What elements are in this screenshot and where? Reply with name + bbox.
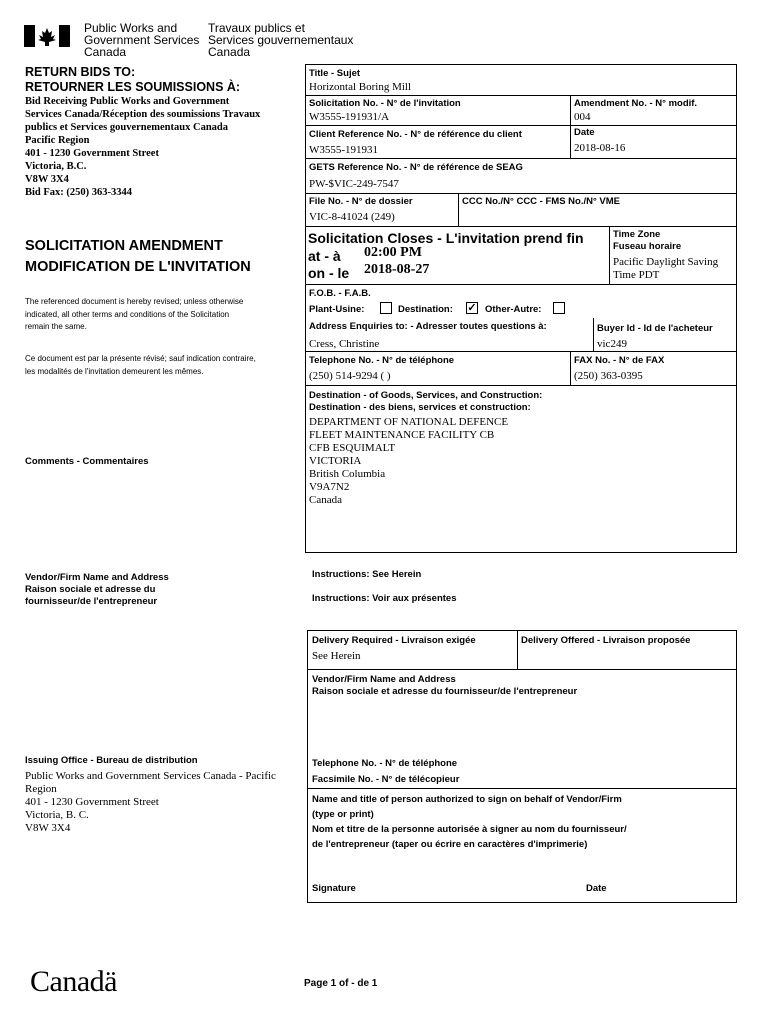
destination-goods-value: DEPARTMENT OF NATIONAL DEFENCE FLEET MAINTENANCE FACILITY CB CFB ESQUIMALT VICTORIA British Columbia V9A7N2 Canada <box>309 416 509 506</box>
amendment-note-en: The referenced document is hereby revised; unless otherwise indicated, all other terms and conditions of the Solicitation remain the same. <box>25 297 244 331</box>
vendor-telephone-label: Telephone No. - N° de téléphone <box>312 758 458 769</box>
other-label: Other-Autre: <box>485 304 542 315</box>
department-name-en: Public Works and Government Services Canada <box>84 21 200 59</box>
amendment-no-label: Amendment No. - N° modif. <box>574 98 698 109</box>
comments-label: Comments - Commentaires <box>25 456 149 467</box>
file-no-label: File No. - N° de dossier <box>309 196 413 207</box>
return-bids-title: RETURN BIDS TO: RETOURNER LES SOUMISSIONS À: <box>25 65 241 94</box>
amendment-note-fr: Ce document est par la présente révisé; sauf indication contraire, les modalités de l'invitation demeurent les mêmes. <box>25 354 256 376</box>
instructions-fr: Instructions: Voir aux présentes <box>312 593 457 604</box>
gets-ref-value: PW-$VIC-249-7547 <box>309 178 399 190</box>
file-no-value: VIC-8-41024 (249) <box>309 211 395 223</box>
timezone-value: Pacific Daylight Saving Time PDT <box>613 256 719 281</box>
plant-label: Plant-Usine: <box>309 304 365 315</box>
other-checkbox[interactable] <box>553 302 565 314</box>
buyer-id-label: Buyer Id - Id de l'acheteur <box>597 323 713 334</box>
fax-label: FAX No. - N° de FAX <box>574 355 665 366</box>
delivery-offered-label: Delivery Offered - Livraison proposée <box>521 635 691 646</box>
buyer-id-value: vic249 <box>597 338 627 350</box>
client-ref-label: Client Reference No. - N° de référence du client <box>309 129 522 140</box>
issuing-office-address: Public Works and Government Services Canada - Pacific Region 401 - 1230 Government Street Victoria, B. C. V8W 3X4 <box>25 770 276 834</box>
at-label: at - à <box>308 248 341 264</box>
title-value: Horizontal Boring Mill <box>309 81 412 93</box>
canada-wordmark: Canadä <box>30 965 117 998</box>
solicitation-no-value: W3555-191931/A <box>309 111 390 123</box>
amendment-title: SOLICITATION AMENDMENT MODIFICATION DE L'INVITATION <box>25 238 251 275</box>
destination-goods-label: Destination - of Goods, Services, and Construction: Destination - des biens, services et construction: <box>309 390 543 413</box>
solicitation-no-label: Solicitation No. - N° de l'invitation <box>309 98 461 109</box>
enquiries-value: Cress, Christine <box>309 338 380 350</box>
ccc-no-label: CCC No./N° CCC - FMS No./N° VME <box>462 196 621 207</box>
destination-checkbox[interactable]: ✓ <box>467 302 477 314</box>
delivery-required-label: Delivery Required - Livraison exigée <box>312 635 476 646</box>
department-name-fr: Travaux publics et Services gouvernementaux Canada <box>208 21 354 59</box>
telephone-label: Telephone No. - N° de téléphone <box>309 355 455 366</box>
issuing-office-label: Issuing Office - Bureau de distribution <box>25 755 198 766</box>
page-number: Page 1 of - de 1 <box>304 978 378 989</box>
government-flag-symbol <box>24 25 70 47</box>
signature-label: Signature <box>312 883 356 894</box>
on-label: on - le <box>308 265 350 281</box>
client-ref-value: W3555-191931 <box>309 144 379 156</box>
amendment-no-value: 004 <box>574 111 591 123</box>
return-bids-address: Bid Receiving Public Works and Government Services Canada/Réception des soumissions Travaux publics et Services gouvernementaux Canada Pacific Region 401 - 1230 Government Street Victoria, B.C. V8W 3X4 Bid Fax: (250) 363-3344 <box>25 96 261 198</box>
vendor-facsimile-label: Facsimile No. - N° de télécopieur <box>312 774 460 785</box>
title-label: Title - Sujet <box>309 68 361 79</box>
destination-label: Destination: <box>398 304 453 315</box>
authorized-person-label: Name and title of person authorized to sign on behalf of Vendor/Firm (type or print) Nom et titre de la personne autorisée à signer au nom du fournisseur/ de l'entrepreneur (taper ou écrire en caractères d'imprimerie) <box>312 794 627 850</box>
instructions-en: Instructions: See Herein <box>312 569 422 580</box>
plant-checkbox[interactable] <box>380 302 392 314</box>
enquiries-label: Address Enquiries to: - Adresser toutes questions à: <box>309 321 547 332</box>
closing-date-value: 2018-08-27 <box>364 262 430 277</box>
timezone-label: Time Zone Fuseau horaire <box>613 229 682 252</box>
fax-value: (250) 363-0395 <box>574 370 643 382</box>
fob-label: F.O.B. - F.A.B. <box>309 288 371 299</box>
telephone-value: (250) 514-9294 ( ) <box>309 370 391 382</box>
closing-time-value: 02:00 PM <box>364 245 422 260</box>
vendor-address-label: Vendor/Firm Name and Address Raison sociale et adresse du fournisseur/de l'entrepreneur <box>25 572 169 607</box>
signature-date-label: Date <box>586 883 607 894</box>
solicitation-closes-label: Solicitation Closes - L'invitation prend fin <box>308 230 584 246</box>
date-label: Date <box>574 127 595 138</box>
vendor-name-label: Vendor/Firm Name and Address Raison sociale et adresse du fournisseur/de l'entrepreneur <box>312 674 578 697</box>
date-value: 2018-08-16 <box>574 142 626 154</box>
delivery-required-value: See Herein <box>312 650 361 662</box>
gets-ref-label: GETS Reference No. - N° de référence de SEAG <box>309 162 523 173</box>
